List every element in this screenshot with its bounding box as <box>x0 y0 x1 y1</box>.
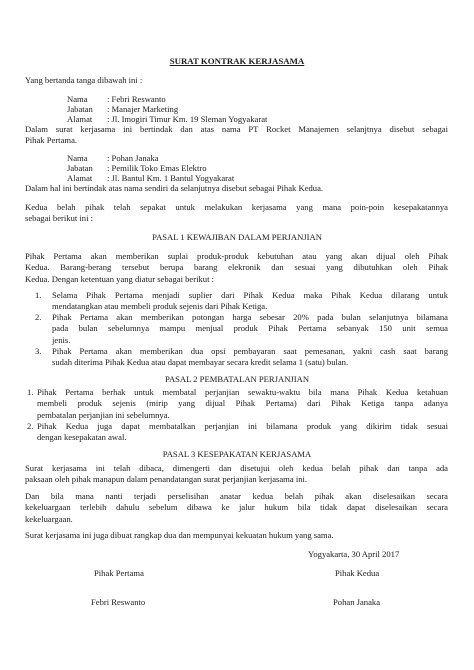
pasal2-item1-line: pembatalan perjanjian ini sebelumnya. <box>37 409 170 420</box>
pasal1-intro-line: Pihak Pertama akan memberikan suplai produk-produk kebutuhan atau yang akan dijual oleh Pihak <box>25 251 448 261</box>
party1-name-value: : Febri Reswanto <box>107 94 166 104</box>
pasal2-item2-line: dengan kesepakatan awal. <box>37 432 127 443</box>
pasal2-item1-line: membeli produk sejenis (mirip yang dijual Pihak Pertama) dari Pihak Ketiga tanpa adanya <box>37 398 448 409</box>
pasal2-item1-line: Pihak Pertama berhak untuk membatal perjanjian sewaktu-waktu bila mana Pihak Kedua ketahuan <box>37 387 448 397</box>
signature-left-role: Pihak Pertama <box>94 568 144 578</box>
pasal1-item1-number: 1. <box>35 290 42 300</box>
place-date: Yogyakarta, 30 April 2017 <box>308 549 400 559</box>
signature-right-name: Pohan Janaka <box>333 597 381 607</box>
agreement-line: Kedua belah pihak telah sepakat untuk melakukan kerjasama yang mana poin-poin kesepakatannya <box>25 202 448 212</box>
party1-statement-line: Dalam surat kerjasama ini bertindak dan atas nama PT Rocket Manajemen selanjtnya disebut sebagai <box>25 124 448 134</box>
party1-position-label: Jabatan <box>67 104 93 114</box>
pasal1-item3 <box>52 346 448 369</box>
opening-line: Yang bertanda tanga dibawah ini : <box>25 75 143 85</box>
pasal2-item1 <box>37 387 448 421</box>
pasal3-p1-line: paksaan oleh pihak manapun dalam penandatangan surat perjanjian kerjasama ini. <box>25 474 308 485</box>
pasal1-item3-line: sudah diterima Pihak Kedua atau dapat membayar secara kredit selama 1 (satu) bulan. <box>52 357 349 368</box>
pasal2-item2 <box>37 421 448 444</box>
pasal1-item3-line: Pihak Pertama akan memberikan dua opsi pembayaran saat pemesanan, yakni cash saat barang <box>52 346 448 356</box>
party2-position-label: Jabatan <box>67 163 93 173</box>
party1-position-value: : Manajer Marketing <box>107 104 179 114</box>
party1-address-value: : Jl. Imogiri Timur Km. 19 Sleman Yogyakarat <box>107 114 268 124</box>
pasal1-intro <box>25 251 448 285</box>
party1-address-label: Alamat <box>67 114 93 124</box>
pasal1-item2-line: Pihak Pertama akan memberikan potongan harga sebesar 20% pada bulan selanjutnya bilamana <box>52 312 448 322</box>
pasal3-paragraph3: Surat kerjasama ini juga dibuat rangkap dua dan mempunyai kekuatan hukum yang sama. <box>25 530 334 540</box>
pasal1-item1 <box>52 290 448 313</box>
signature-left-name: Febri Reswanto <box>91 597 146 607</box>
pasal1-item1-line: Selama Pihak Pertama menjadi suplier dari Pihak Kedua maka Pihak Kedua dilarang untuk <box>52 290 448 300</box>
pasal3-paragraph2 <box>25 491 448 525</box>
pasal1-item2-number: 2. <box>35 312 42 322</box>
pasal2-item2-number: 2. <box>27 421 34 431</box>
pasal1-heading: PASAL 1 KEWAJIBAN DALAM PERJANJIAN <box>152 232 322 242</box>
party2-address-value: : Jl. Bantul Km. 1 Bantul Yogyakarat <box>107 173 235 183</box>
pasal2-item2-line: Pihak Kedua juga dapat membatalkan perjanjian ini bilamana produk yang dikirim tidak sesuai <box>37 421 448 431</box>
agreement-line: sebagai berikut ini : <box>25 213 94 224</box>
pasal3-p1-line: Surat kerjasama ini telah dibaca, dimengerti dan disetujui oleh kedua belah pihak dan tanpa ada <box>25 463 448 473</box>
party1-statement-line: Pihak Pertama. <box>25 135 78 146</box>
party1-statement <box>25 124 448 147</box>
pasal2-item1-number: 1. <box>27 387 34 397</box>
agreement-paragraph <box>25 202 448 225</box>
party2-name-value: : Pohan Janaka <box>107 153 159 163</box>
signature-right-role: Pihak Kedua <box>335 568 380 578</box>
pasal1-item3-number: 3. <box>35 346 42 356</box>
party1-name-label: Nama <box>67 94 88 104</box>
pasal3-paragraph1 <box>25 463 448 486</box>
pasal1-item2 <box>52 312 448 346</box>
pasal3-p2-line: kekeluargaan. <box>25 513 73 524</box>
pasal2-heading: PASAL 2 PEMBATALAN PERJANJIAN <box>164 374 310 384</box>
pasal1-item2-line: jenis. <box>52 334 71 345</box>
pasal1-intro-line: Kedua. Barang-berang tersebut berupa barang elekronik dan sesuai yang dibutuhkan oleh Pihak <box>25 262 448 273</box>
party2-address-label: Alamat <box>67 173 93 183</box>
pasal1-intro-line: Kedua. Dengan ketentuan yang diatur sebagai berikut : <box>25 273 214 284</box>
pasal3-p2-line: kekeluargaan terlebih dahulu sebelum dibawa ke jalur hukum bila tidak dapat diselesaikan secara <box>25 502 448 513</box>
party2-position-value: : Pemilik Toko Emas Elektro <box>107 163 207 173</box>
pasal3-heading: PASAL 3 KESEPAKATAN KERJASAMA <box>162 449 312 459</box>
pasal3-p2-line: Dan bila mana nanti terjadi perselisihan anatar kedua belah pihak akan diselesaikan secara <box>25 491 448 501</box>
party2-name-label: Nama <box>67 153 88 163</box>
pasal1-item1-line: mendatangkan atau membeli produk sejenis dari Pihak Ketiga. <box>52 301 268 312</box>
document-title: SURAT KONTRAK KERJASAMA <box>169 56 305 66</box>
party2-statement: Dalam hal ini bertindak atas nama sendiri da selanjutnya disebut sebagai Pihak Kedua. <box>25 183 324 193</box>
pasal1-item2-line: pada bulan sebelumnya mampu menjual produk Pihak Pertama sebanyak 150 unit semua <box>52 323 448 334</box>
